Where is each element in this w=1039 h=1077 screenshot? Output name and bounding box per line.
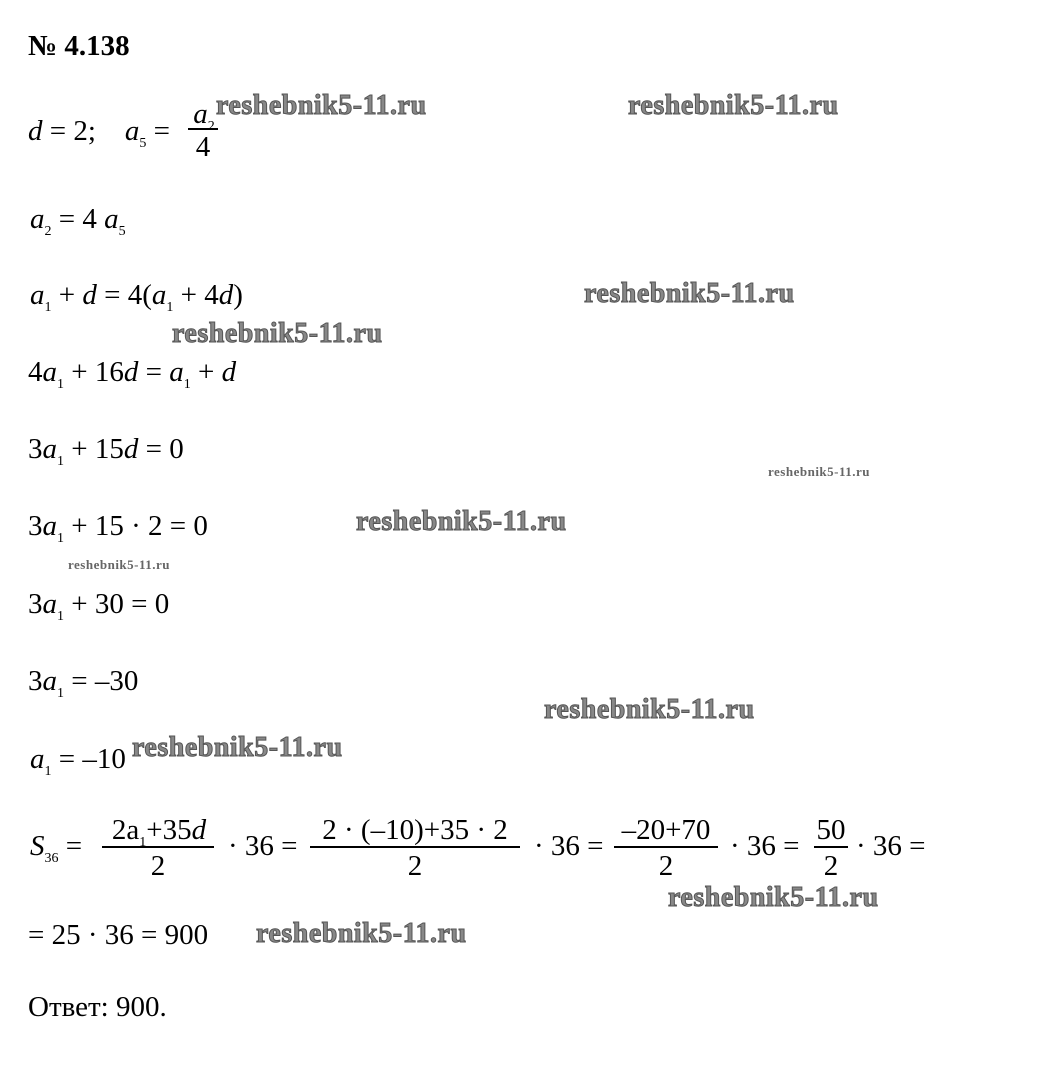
fraction-3-den: 2 — [658, 850, 674, 882]
watermark: reshebnik5-11.ru — [68, 557, 171, 572]
fraction-4-bar — [814, 846, 848, 848]
line-9: $a_1 = -10$ — [30, 743, 126, 779]
fraction-2-num: 2 · (–10)+35 · 2 — [322, 814, 508, 846]
watermark: reshebnik5-11.ru — [356, 506, 567, 537]
fraction-1-den: 2 — [150, 850, 166, 882]
line-5: $3a_1 + 15d = 0$ — [28, 433, 184, 469]
fraction-3-num: –20+70 — [621, 814, 711, 846]
watermark: reshebnik5-11.ru — [256, 918, 467, 949]
watermark: reshebnik5-11.ru — [628, 90, 839, 121]
fraction-1-bar — [102, 846, 214, 848]
answer: Ответ: 900. — [28, 991, 167, 1023]
problem-title: № 4.138 — [28, 30, 130, 62]
mult-1: · 36 = — [228, 830, 298, 862]
line-4: $4a_1 + 16d = a_1 + d$ — [28, 356, 237, 392]
line-1: d = 2; $a_5$ = — [28, 115, 171, 151]
watermark: reshebnik5-11.ru — [544, 694, 755, 725]
mult-3: · 36 = — [730, 830, 800, 862]
mult-2: · 36 = — [534, 830, 604, 862]
fraction-4-num: 50 — [816, 814, 846, 846]
fraction-den: 4 — [195, 131, 211, 163]
mult-4: · 36 = — [856, 830, 926, 862]
watermark: reshebnik5-11.ru — [216, 90, 427, 121]
watermark: reshebnik5-11.ru — [172, 318, 383, 349]
fraction-3-bar — [614, 846, 718, 848]
fraction-a2-over-4: $a_2$ — [193, 98, 215, 134]
line-10-lhs: $S_{36}$ = — [30, 830, 83, 866]
watermark: reshebnik5-11.ru — [132, 732, 343, 763]
line-7: $3a_1 + 30 = 0$ — [28, 588, 170, 624]
watermark: reshebnik5-11.ru — [768, 464, 871, 479]
watermark: reshebnik5-11.ru — [668, 882, 879, 913]
fraction-2-den: 2 — [407, 850, 423, 882]
watermark: reshebnik5-11.ru — [584, 278, 795, 309]
line-6: $3a_1 + 15 \cdot 2 = 0$ — [28, 510, 208, 546]
fraction-bar — [188, 128, 218, 130]
line-11: = 25 · 36 = 900 — [28, 919, 209, 951]
line-8: $3a_1 = -30$ — [28, 665, 139, 701]
line-3: $a_1 + d = 4(a_1 + 4d)$ — [30, 279, 243, 315]
fraction-4-den: 2 — [823, 850, 839, 882]
fraction-1-num: $2a_1+35d$ — [111, 814, 207, 850]
line-2: $a_2 = 4$ $a_5$ — [30, 203, 126, 239]
fraction-2-bar — [310, 846, 520, 848]
